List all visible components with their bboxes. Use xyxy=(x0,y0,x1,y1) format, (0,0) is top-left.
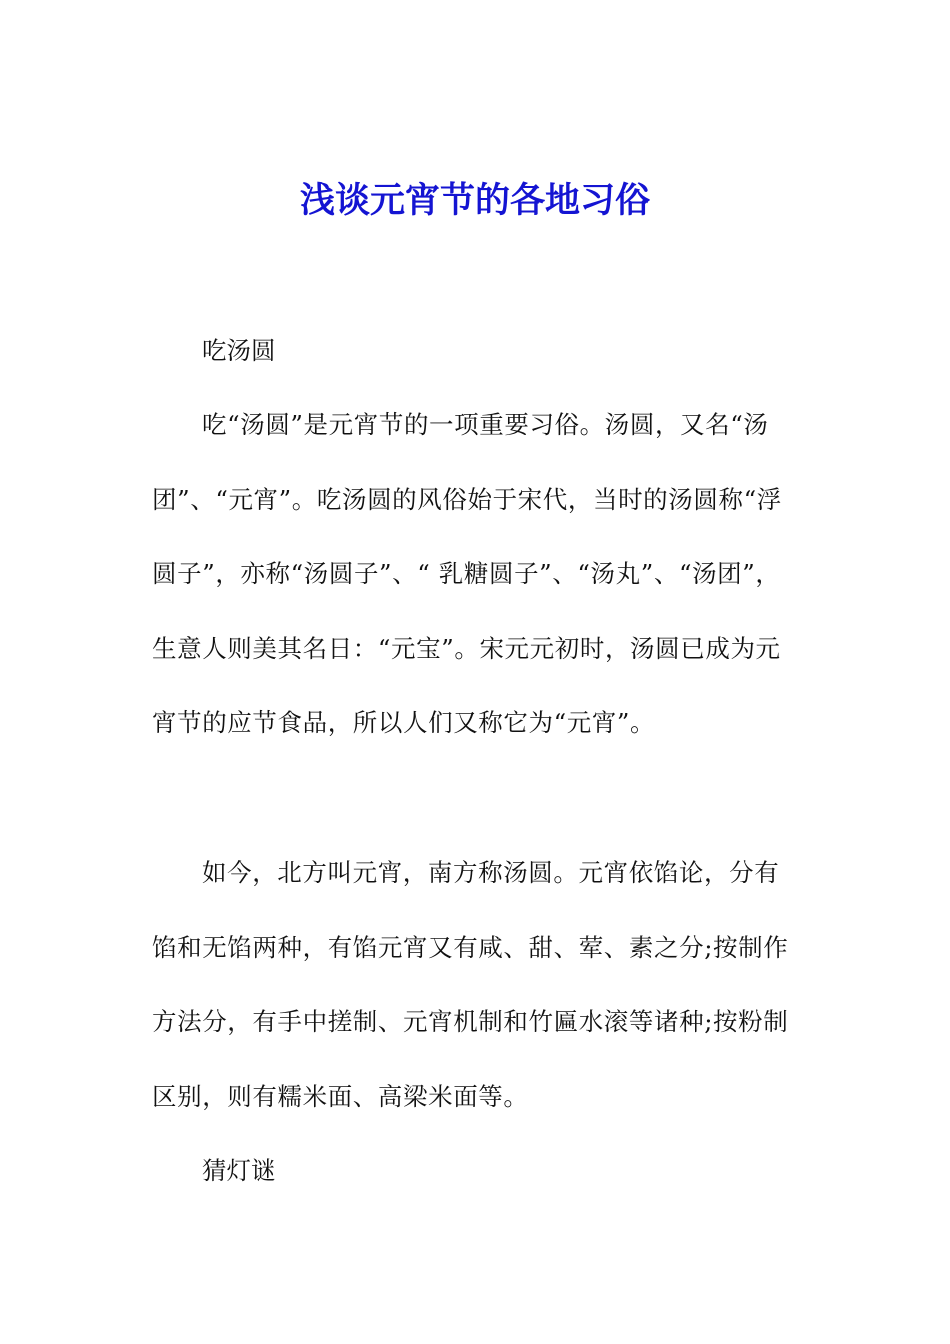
document-title: 浅谈元宵节的各地习俗 xyxy=(299,180,650,221)
paragraph-tangyuan-history: 吃“汤圆”是元宵节的一项重要习俗。汤圆，又名“汤团”、“元宵”。吃汤圆的风俗始于宋代，当时的汤圆称“浮圆子”，亦称“汤圆子”、“ 乳糖圆子”、“汤丸”、“汤团”，生意人则美其名日：“元宝”。宋元元初时，汤圆已成为元宵节的应节食品，所以人们又称它为“元宵”。 xyxy=(152,410,782,738)
section-heading-eat-tangyuan: 吃汤圆 xyxy=(202,336,276,365)
paragraph-tangyuan-types: 如今，北方叫元宵，南方称汤圆。元宵依馅论，分有馅和无馅两种，有馅元宵又有咸、甜、荤、素之分;按制作方法分，有手中搓制、元宵机制和竹匾水滚等诸种;按粉制区别，则有糯米面、高梁米面等。 xyxy=(152,858,789,1111)
section-heading-guess-riddles: 猜灯谜 xyxy=(202,1156,276,1185)
